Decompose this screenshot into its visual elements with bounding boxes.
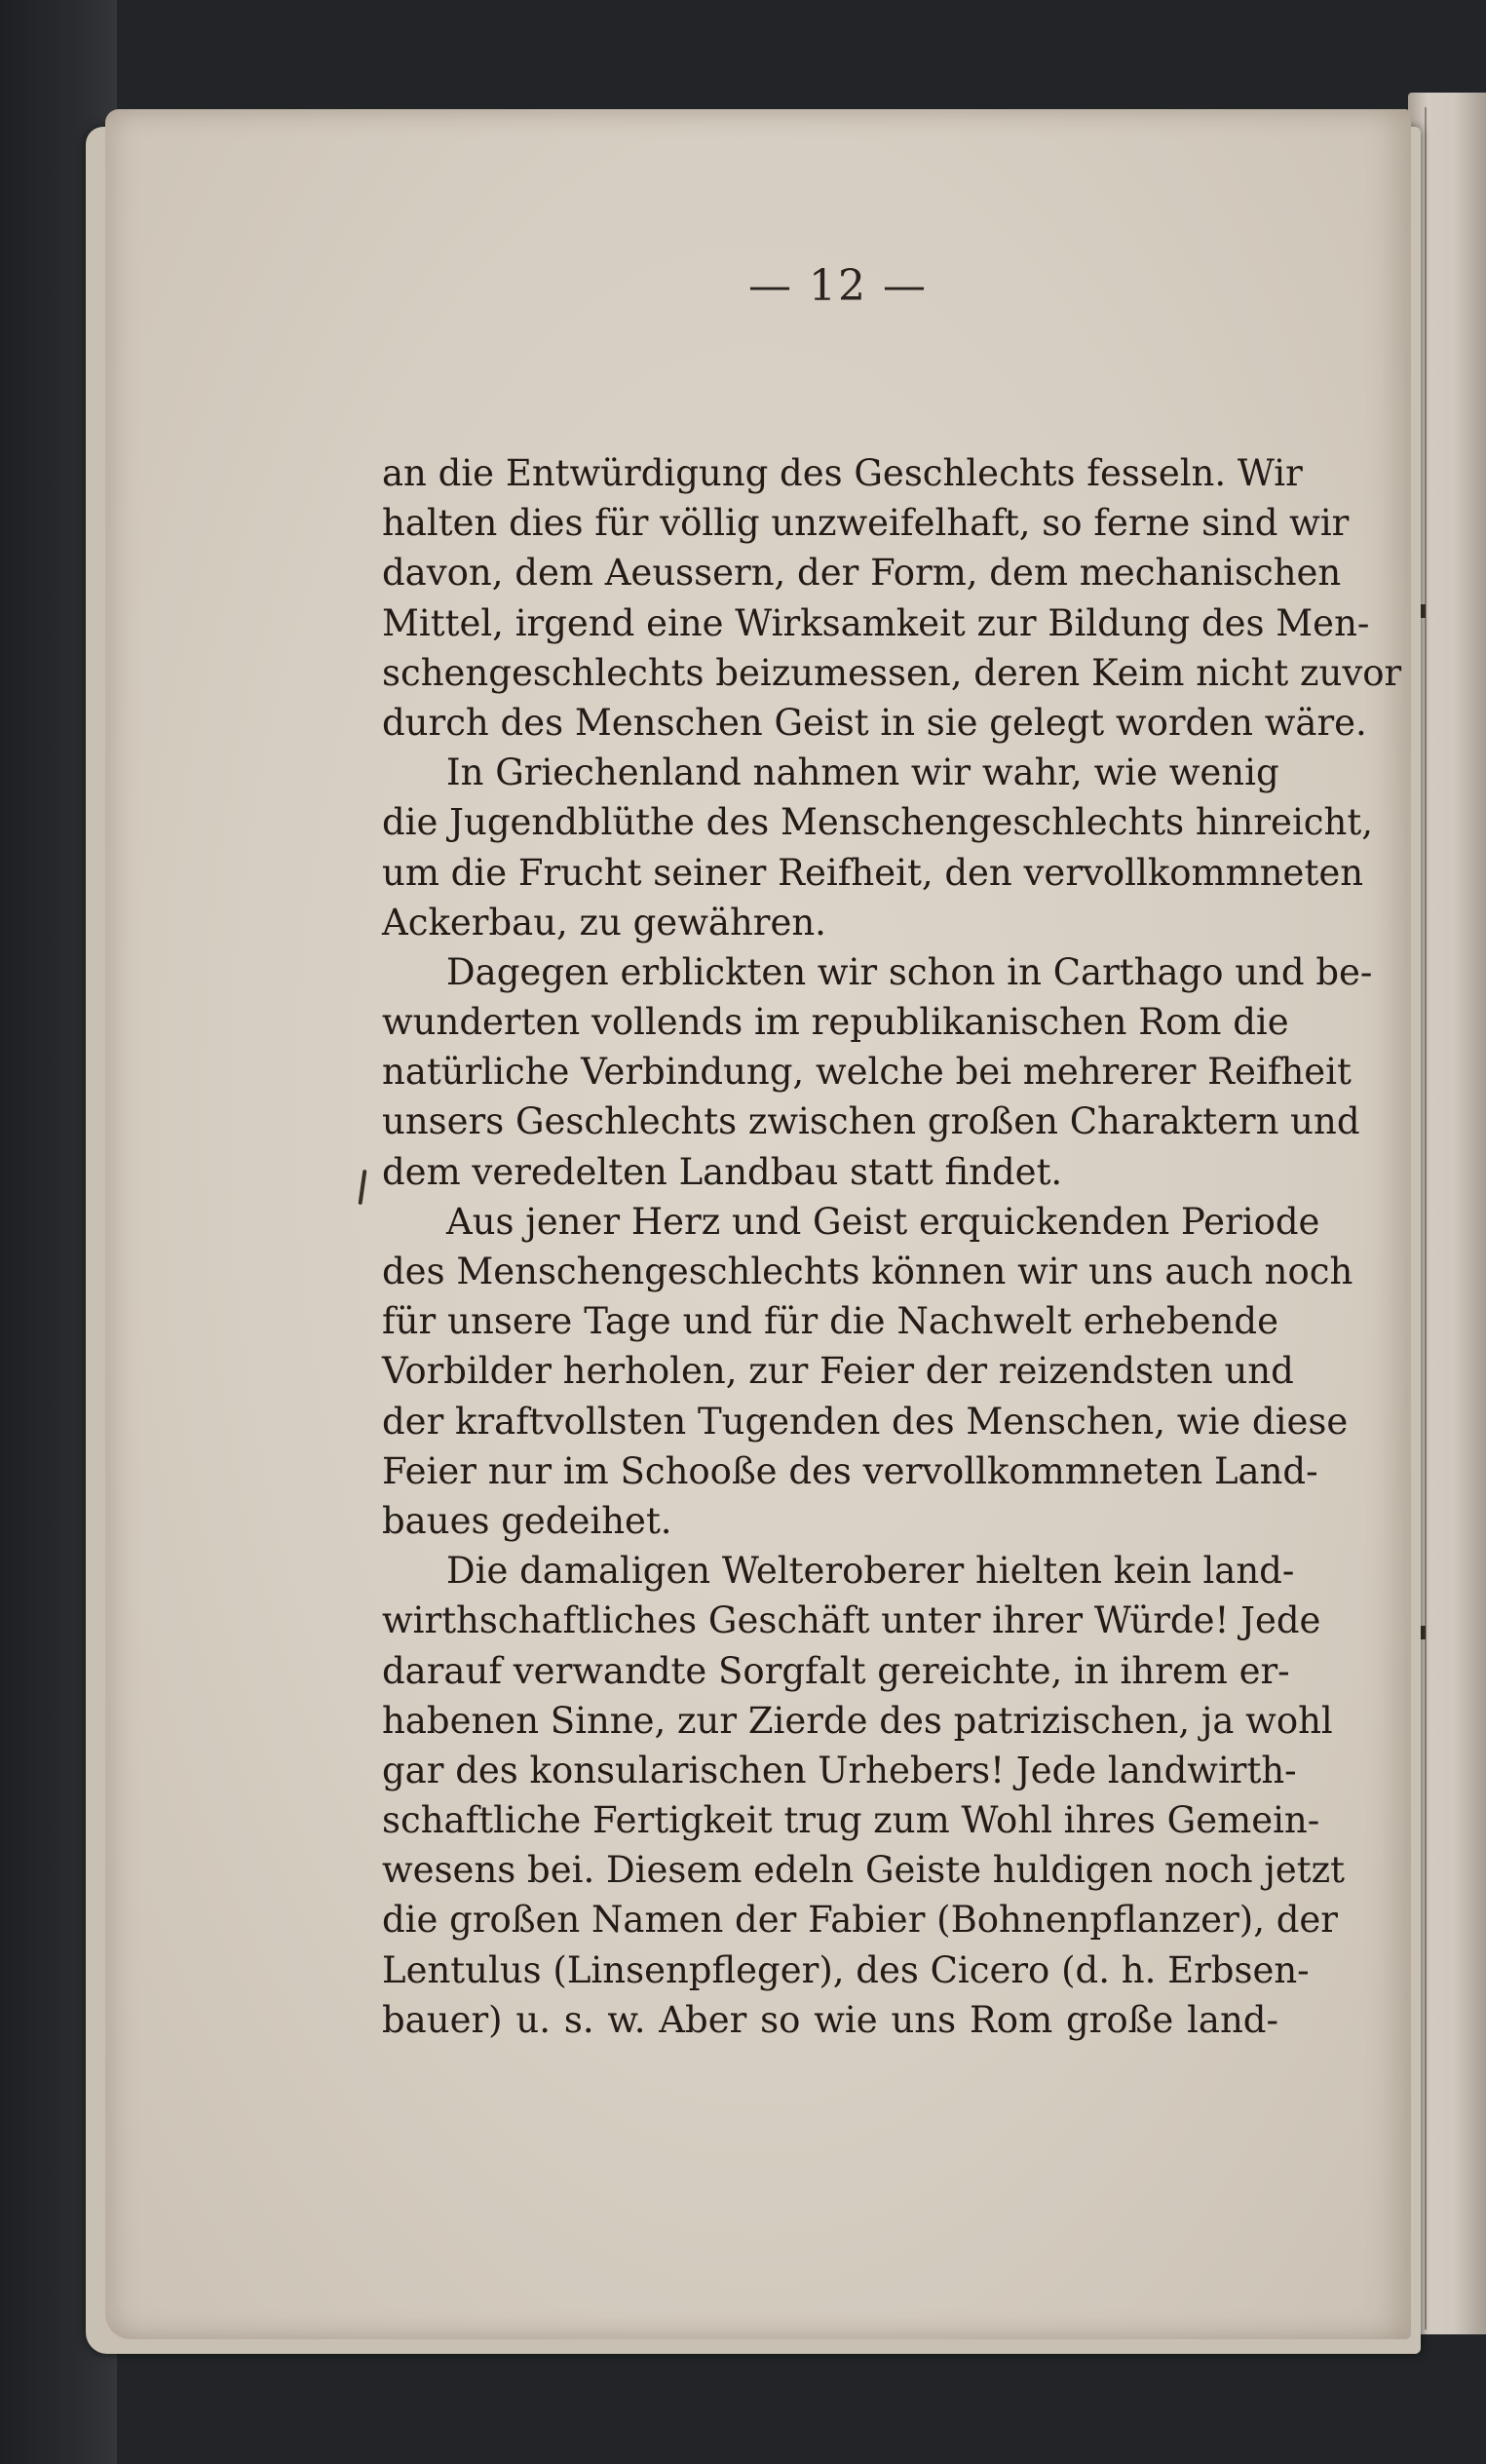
text-line: davon, dem Aeussern, der Form, dem mechanischen — [382, 552, 1342, 595]
text-line: Dagegen erblickten wir schon in Carthago und be- — [446, 950, 1373, 993]
text-line: unsers Geschlechts zwischen großen Charaktern und — [382, 1100, 1360, 1143]
text-line: der kraftvollsten Tugenden des Menschen, wie diese — [382, 1400, 1349, 1443]
text-line: bauer) u. s. w. Aber so wie uns Rom große land- — [382, 1998, 1278, 2041]
body-text — [382, 448, 1402, 2045]
text-line: Vorbilder herholen, zur Feier der reizendsten und — [382, 1350, 1294, 1393]
text-line: Mittel, irgend eine Wirksamkeit zur Bildung des Men- — [382, 601, 1370, 644]
text-line: die Jugendblüthe des Menschengeschlechts hinreicht, — [382, 801, 1373, 844]
text-line: des Menschengeschlechts können wir uns auch noch — [382, 1251, 1353, 1292]
text-line: Lentulus (Linsenpfleger), des Cicero (d. h. Erbsen- — [382, 1948, 1310, 1991]
text-line: die großen Namen der Fabier (Bohnenpflanzer), der — [382, 1899, 1338, 1942]
text-line: gar des konsularischen Urhebers! Jede landwirth- — [382, 1749, 1297, 1791]
text-line: wunderten vollends im republikanischen Rom die — [382, 1001, 1289, 1044]
text-line: In Griechenland nahmen wir wahr, wie wenig — [446, 751, 1279, 794]
text-line: durch des Menschen Geist in sie gelegt worden wäre. — [382, 701, 1367, 744]
text-line: um die Frucht seiner Reifheit, den vervollkommneten — [382, 851, 1364, 894]
text-line: an die Entwürdigung des Geschlechts fesseln. Wir — [382, 452, 1303, 494]
text-line: wesens bei. Diesem edeln Geiste huldigen noch jetzt — [382, 1849, 1345, 1892]
text-line: Feier nur im Schooße des vervollkommneten Land- — [382, 1449, 1318, 1492]
text-line: Die damaligen Welteroberer hielten kein land- — [446, 1550, 1295, 1593]
text-line: wirthschaftliches Geschäft unter ihrer Würde! Jede — [382, 1599, 1321, 1642]
text-line: natürliche Verbindung, welche bei mehrerer Reifheit — [382, 1051, 1352, 1094]
text-line: habenen Sinne, zur Zierde des patrizischen, ja wohl — [382, 1699, 1333, 1742]
text-line: baues gedeihet. — [382, 1499, 672, 1542]
text-line: dem veredelten Landbau statt findet. — [382, 1150, 1063, 1193]
text-line: schaftliche Fertigkeit trug zum Wohl ihres Gemein- — [382, 1799, 1320, 1842]
text-line: Aus jener Herz und Geist erquickenden Periode — [446, 1200, 1320, 1243]
next-page-gutter-line — [1425, 107, 1427, 2329]
page-number: — 12 — — [748, 261, 928, 311]
text-line: Ackerbau, zu gewähren. — [382, 901, 826, 943]
text-line: für unsere Tage und für die Nachwelt erhebende — [382, 1300, 1278, 1343]
text-line: darauf verwandte Sorgfalt gereichte, in ihrem er- — [382, 1649, 1290, 1692]
text-line: schengeschlechts beizumessen, deren Keim nicht zuvor — [382, 651, 1402, 694]
text-line: halten dies für völlig unzweifelhaft, so ferne sind wir — [382, 502, 1350, 545]
